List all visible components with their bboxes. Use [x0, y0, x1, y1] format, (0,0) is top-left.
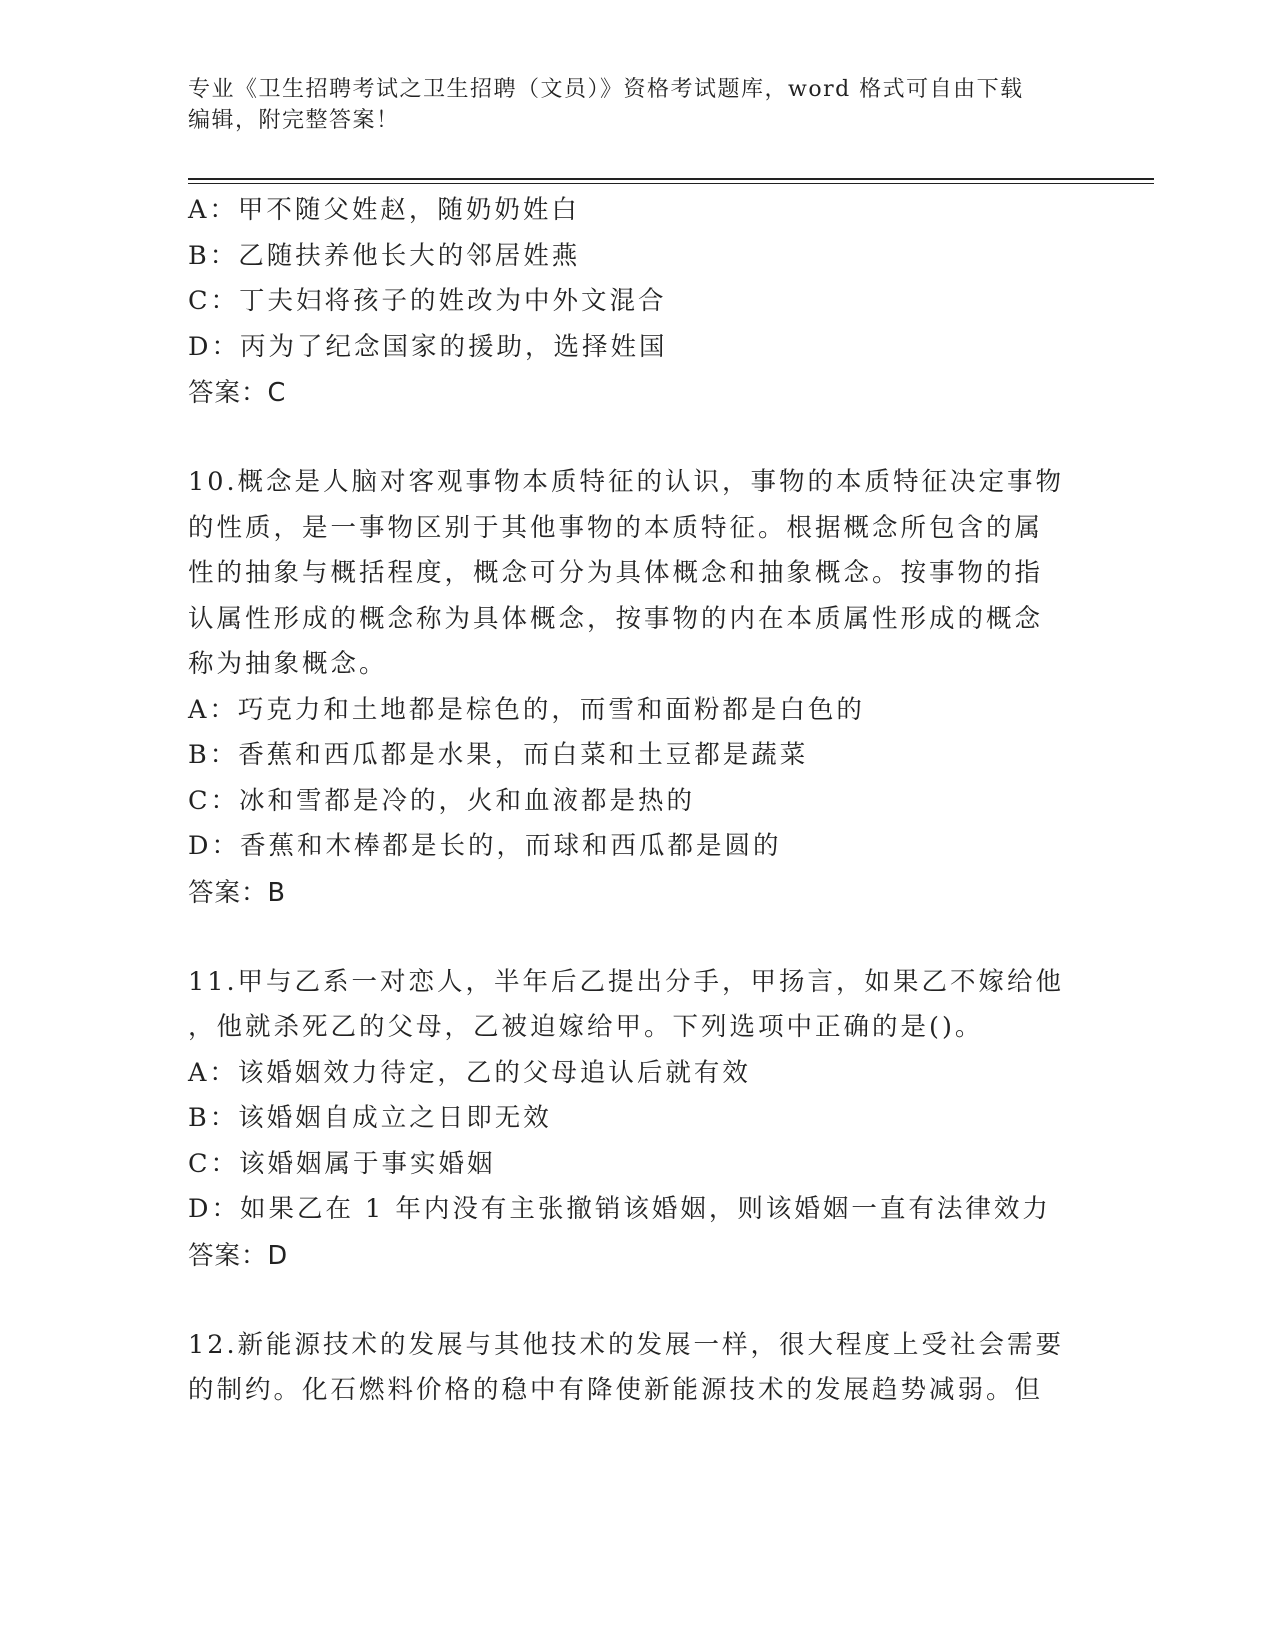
question-stem-line: ，他就杀死乙的父母，乙被迫嫁给甲。下列选项中正确的是()。: [188, 1012, 984, 1042]
question-stem-line: 性的抽象与概括程度，概念可分为具体概念和抽象概念。按事物的指: [188, 558, 1044, 588]
document-header: [188, 74, 1068, 136]
question-stem-line: 认属性形成的概念称为具体概念，按事物的内在本质属性形成的概念: [188, 603, 1044, 634]
header-divider-thick: [188, 178, 1154, 180]
option-b: B：香蕉和西瓜都是水果，而白菜和土豆都是蔬菜: [188, 740, 809, 770]
option-a: A：甲不随父姓赵，随奶奶姓白: [188, 195, 580, 225]
question-10: [188, 460, 1088, 916]
question-stem-line: 11.甲与乙系一对恋人，半年后乙提出分手，甲扬言，如果乙不嫁给他: [188, 966, 1065, 997]
option-a: A：该婚姻效力待定，乙的父母追认后就有效: [188, 1057, 751, 1088]
question-stem-line: 称为抽象概念。: [188, 649, 388, 679]
option-d: D：丙为了纪念国家的援助，选择姓国: [188, 331, 668, 362]
option-c: C：该婚姻属于事实婚姻: [188, 1148, 496, 1179]
option-a: A：巧克力和土地都是棕色的，而雪和面粉都是白色的: [188, 694, 865, 725]
header-divider-thin: [188, 183, 1154, 184]
option-d: D：如果乙在 1 年内没有主张撤销该婚姻，则该婚姻一直有法律效力: [188, 1194, 1051, 1224]
answer-label: 答案：D: [188, 1240, 289, 1271]
question-9: [188, 188, 1088, 416]
question-stem-line: 的制约。化石燃料价格的稳中有降使新能源技术的发展趋势减弱。但: [188, 1375, 1044, 1405]
option-c: C：冰和雪都是冷的，火和血液都是热的: [188, 785, 696, 816]
answer-label: 答案：C: [188, 378, 287, 408]
question-stem-line: 的性质，是一事物区别于其他事物的本质特征。根据概念所包含的属: [188, 512, 1044, 543]
option-b: B：该婚姻自成立之日即无效: [188, 1103, 552, 1133]
header-line-2: 编辑，附完整答案！: [188, 108, 400, 133]
question-stem-line: 12.新能源技术的发展与其他技术的发展一样，很大程度上受社会需要: [188, 1329, 1065, 1360]
answer-label: 答案：B: [188, 877, 286, 908]
question-stem-line: 10.概念是人脑对客观事物本质特征的认识，事物的本质特征决定事物: [188, 467, 1065, 497]
option-c: C：丁夫妇将孩子的姓改为中外文混合: [188, 286, 667, 316]
question-11: [188, 960, 1088, 1279]
header-line-1: 专业《卫生招聘考试之卫生招聘（文员）》资格考试题库，word 格式可自由下载: [188, 77, 1024, 102]
question-12: [188, 1323, 1088, 1414]
option-d: D：香蕉和木棒都是长的，而球和西瓜都是圆的: [188, 831, 782, 861]
option-b: B：乙随扶养他长大的邻居姓燕: [188, 240, 581, 271]
question-list: [188, 188, 1088, 1414]
